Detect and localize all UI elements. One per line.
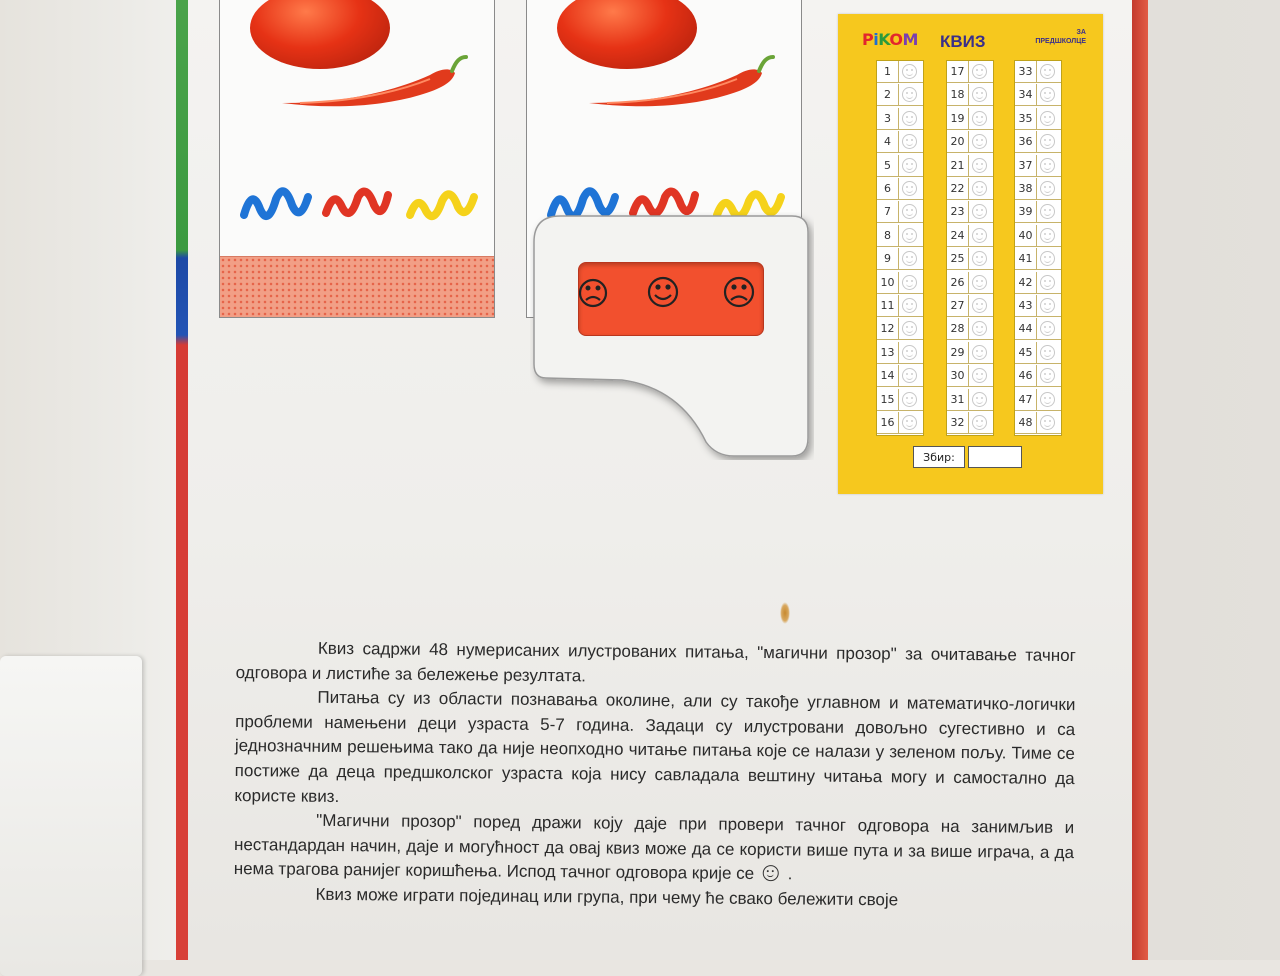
smiley-checkbox-icon[interactable]	[902, 111, 917, 126]
question-number: 12	[877, 318, 899, 340]
smiley-checkbox-icon[interactable]	[972, 275, 987, 290]
smiley-checkbox-icon[interactable]	[1040, 134, 1055, 149]
question-number: 26	[947, 272, 969, 294]
question-number: 21	[947, 155, 969, 177]
score-row[interactable]	[877, 84, 923, 106]
smiley-checkbox-icon[interactable]	[902, 415, 917, 430]
smiley-checkbox-icon[interactable]	[902, 158, 917, 173]
smiley-checkbox-icon[interactable]	[1040, 64, 1055, 79]
score-row[interactable]	[877, 131, 923, 153]
smiley-checkbox-icon[interactable]	[972, 298, 987, 313]
smiley-checkbox-icon[interactable]	[902, 321, 917, 336]
smiley-checkbox-icon[interactable]	[972, 64, 987, 79]
question-number: 11	[877, 295, 899, 317]
total-field[interactable]	[968, 446, 1022, 468]
color-squiggles	[238, 183, 488, 229]
question-number: 48	[1015, 412, 1037, 434]
smiley-checkbox-icon[interactable]	[1040, 111, 1055, 126]
smiley-checkbox-icon[interactable]	[902, 345, 917, 360]
score-row[interactable]	[877, 248, 923, 270]
score-row[interactable]	[947, 155, 993, 177]
score-row[interactable]	[1015, 155, 1061, 177]
score-row[interactable]	[947, 178, 993, 200]
question-number: 5	[877, 155, 899, 177]
wall-socket-plate	[0, 656, 142, 976]
score-row[interactable]	[1015, 201, 1061, 223]
question-number: 16	[877, 412, 899, 434]
smiley-checkbox-icon[interactable]	[972, 134, 987, 149]
smiley-checkbox-icon[interactable]	[902, 368, 917, 383]
score-row[interactable]	[877, 389, 923, 411]
score-row[interactable]	[877, 295, 923, 317]
score-row[interactable]	[1015, 295, 1061, 317]
score-row[interactable]	[1015, 389, 1061, 411]
question-number: 20	[947, 131, 969, 153]
question-number: 14	[877, 365, 899, 387]
question-number: 43	[1015, 295, 1037, 317]
smiley-checkbox-icon[interactable]	[1040, 415, 1055, 430]
question-number: 15	[877, 389, 899, 411]
smiley-checkbox-icon[interactable]	[972, 321, 987, 336]
smiley-checkbox-icon[interactable]	[1040, 298, 1055, 313]
question-number: 38	[1015, 178, 1037, 200]
question-number: 23	[947, 201, 969, 223]
question-number: 17	[947, 61, 969, 83]
smiley-checkbox-icon[interactable]	[902, 298, 917, 313]
score-row[interactable]	[947, 248, 993, 270]
question-number: 36	[1015, 131, 1037, 153]
smiley-checkbox-icon[interactable]	[902, 64, 917, 79]
question-number: 10	[877, 272, 899, 294]
score-row[interactable]	[877, 412, 923, 434]
score-row[interactable]	[1015, 365, 1061, 387]
smiley-checkbox-icon[interactable]	[972, 111, 987, 126]
score-row[interactable]	[1015, 84, 1061, 106]
score-row[interactable]	[1015, 108, 1061, 130]
smiley-checkbox-icon[interactable]	[902, 275, 917, 290]
smiley-checkbox-icon[interactable]	[972, 87, 987, 102]
yellow-squiggle	[410, 194, 474, 216]
red-squiggle	[326, 192, 388, 214]
sheet-subtitle: ЗА ПРЕДШКОЛЦЕ	[1035, 29, 1086, 45]
score-row[interactable]	[947, 272, 993, 294]
magic-window-opening	[578, 262, 764, 336]
sheet-title: КВИЗ	[940, 32, 986, 51]
smiley-checkbox-icon[interactable]	[972, 251, 987, 266]
total-label: Збир:	[913, 446, 965, 468]
score-row[interactable]	[947, 365, 993, 387]
question-number: 1	[877, 61, 899, 83]
question-number: 7	[877, 201, 899, 223]
question-number: 45	[1015, 342, 1037, 364]
blue-squiggle	[244, 191, 308, 216]
score-row[interactable]	[877, 318, 923, 340]
score-row[interactable]	[877, 225, 923, 247]
happy-face-icon	[649, 278, 677, 306]
smiley-checkbox-icon[interactable]	[1040, 275, 1055, 290]
question-number: 35	[1015, 108, 1037, 130]
score-row[interactable]	[877, 272, 923, 294]
question-number: 44	[1015, 318, 1037, 340]
smiley-checkbox-icon[interactable]	[902, 181, 917, 196]
score-row[interactable]	[947, 61, 993, 83]
score-row[interactable]	[877, 365, 923, 387]
smiley-checkbox-icon[interactable]	[902, 204, 917, 219]
score-column-3	[1014, 60, 1062, 436]
score-row[interactable]	[1015, 342, 1061, 364]
description-text	[233, 636, 1076, 915]
smiley-checkbox-icon[interactable]	[972, 345, 987, 360]
score-row[interactable]	[877, 108, 923, 130]
score-row[interactable]	[947, 84, 993, 106]
score-row[interactable]	[947, 342, 993, 364]
smiley-checkbox-icon[interactable]	[1040, 158, 1055, 173]
smiley-checkbox-icon[interactable]	[1040, 204, 1055, 219]
question-number: 13	[877, 342, 899, 364]
score-row[interactable]	[877, 155, 923, 177]
pepper-icon	[280, 53, 470, 113]
score-row[interactable]	[947, 389, 993, 411]
smiley-checkbox-icon[interactable]	[972, 392, 987, 407]
score-row[interactable]	[947, 318, 993, 340]
smiley-checkbox-icon[interactable]	[902, 87, 917, 102]
score-row[interactable]	[947, 108, 993, 130]
question-number: 4	[877, 131, 899, 153]
score-row[interactable]	[1015, 61, 1061, 83]
smiley-checkbox-icon[interactable]	[902, 228, 917, 243]
score-row[interactable]	[1015, 225, 1061, 247]
question-number: 8	[877, 225, 899, 247]
smiley-checkbox-icon[interactable]	[1040, 345, 1055, 360]
smiley-checkbox-icon[interactable]	[972, 158, 987, 173]
score-row[interactable]	[1015, 412, 1061, 434]
score-row[interactable]	[877, 178, 923, 200]
sad-face-icon	[580, 280, 606, 306]
question-number: 18	[947, 84, 969, 106]
smiley-checkbox-icon[interactable]	[1040, 392, 1055, 407]
smiley-checkbox-icon[interactable]	[1040, 87, 1055, 102]
smiley-checkbox-icon[interactable]	[972, 228, 987, 243]
score-column-2	[946, 60, 994, 436]
paragraph-2: Питања су из области познавања околине, али су такође углавном и математичко-логички проблеми намењени деци узраста 5-7 година. Задаци су илустровани довољно сугестивно и са једнозначним решењима тако да није неопходно читање питања које се налази у зеленом пољу. Тиме се постиже да деца предшколског узраста која нису савладала вештину читања могу и самостално да користе квиз.	[234, 687, 1076, 806]
question-number: 29	[947, 342, 969, 364]
score-row[interactable]	[947, 225, 993, 247]
question-number: 22	[947, 178, 969, 200]
smiley-checkbox-icon[interactable]	[1040, 181, 1055, 196]
question-card-1	[219, 0, 495, 318]
question-number: 34	[1015, 84, 1037, 106]
paragraph-4: Квиз може играти појединац или група, при чему ће свако бележити своје	[315, 884, 899, 910]
smiley-icon	[763, 865, 779, 881]
question-number: 30	[947, 365, 969, 387]
score-row[interactable]	[947, 295, 993, 317]
question-number: 28	[947, 318, 969, 340]
score-row[interactable]	[947, 131, 993, 153]
box-right-edge	[1132, 0, 1148, 960]
score-row[interactable]	[877, 61, 923, 83]
question-number: 31	[947, 389, 969, 411]
score-sheet	[838, 14, 1103, 494]
smiley-checkbox-icon[interactable]	[972, 204, 987, 219]
question-number: 33	[1015, 61, 1037, 83]
smiley-checkbox-icon[interactable]	[1040, 228, 1055, 243]
score-row[interactable]	[947, 412, 993, 434]
score-row[interactable]	[1015, 131, 1061, 153]
score-row[interactable]	[947, 201, 993, 223]
smiley-checkbox-icon[interactable]	[972, 368, 987, 383]
smiley-checkbox-icon[interactable]	[902, 134, 917, 149]
smiley-checkbox-icon[interactable]	[902, 392, 917, 407]
question-number: 39	[1015, 201, 1037, 223]
question-number: 6	[877, 178, 899, 200]
score-column-1	[876, 60, 924, 436]
smiley-checkbox-icon[interactable]	[1040, 251, 1055, 266]
question-number: 25	[947, 248, 969, 270]
question-number: 42	[1015, 272, 1037, 294]
score-row[interactable]	[1015, 248, 1061, 270]
paragraph-1: Квиз садржи 48 нумерисаних илустрованих питања, "магични прозор" за очитавање тачног одговора и листиће за бележење резултата.	[235, 638, 1076, 685]
question-number: 3	[877, 108, 899, 130]
smiley-checkbox-icon[interactable]	[1040, 321, 1055, 336]
score-row[interactable]	[1015, 178, 1061, 200]
question-number: 19	[947, 108, 969, 130]
question-number: 47	[1015, 389, 1037, 411]
stain-mark	[780, 602, 790, 624]
score-row[interactable]	[1015, 272, 1061, 294]
score-row[interactable]	[877, 342, 923, 364]
question-number: 24	[947, 225, 969, 247]
paragraph-3: "Магични прозор" поред дражи коју даје при провери тачног одговора на занимљив и нестандардан начин, даје и могућност да овај квиз може да се користи више пута и за више играча, а да нема трагова ранијег коришћења. Испод тачног одговора крије се .	[233, 810, 1075, 884]
question-number: 37	[1015, 155, 1037, 177]
score-row[interactable]	[1015, 318, 1061, 340]
score-row[interactable]	[877, 201, 923, 223]
pikom-logo: PiKOM	[862, 30, 918, 49]
smiley-checkbox-icon[interactable]	[972, 415, 987, 430]
question-number: 41	[1015, 248, 1037, 270]
question-number: 32	[947, 412, 969, 434]
question-number: 2	[877, 84, 899, 106]
smiley-checkbox-icon[interactable]	[1040, 368, 1055, 383]
green-field-placeholder	[220, 256, 494, 317]
question-number: 46	[1015, 365, 1037, 387]
question-number: 27	[947, 295, 969, 317]
smiley-checkbox-icon[interactable]	[972, 181, 987, 196]
question-number: 40	[1015, 225, 1037, 247]
sad-face-icon	[725, 278, 753, 306]
question-number: 9	[877, 248, 899, 270]
pepper-icon	[587, 53, 777, 113]
smiley-checkbox-icon[interactable]	[902, 251, 917, 266]
